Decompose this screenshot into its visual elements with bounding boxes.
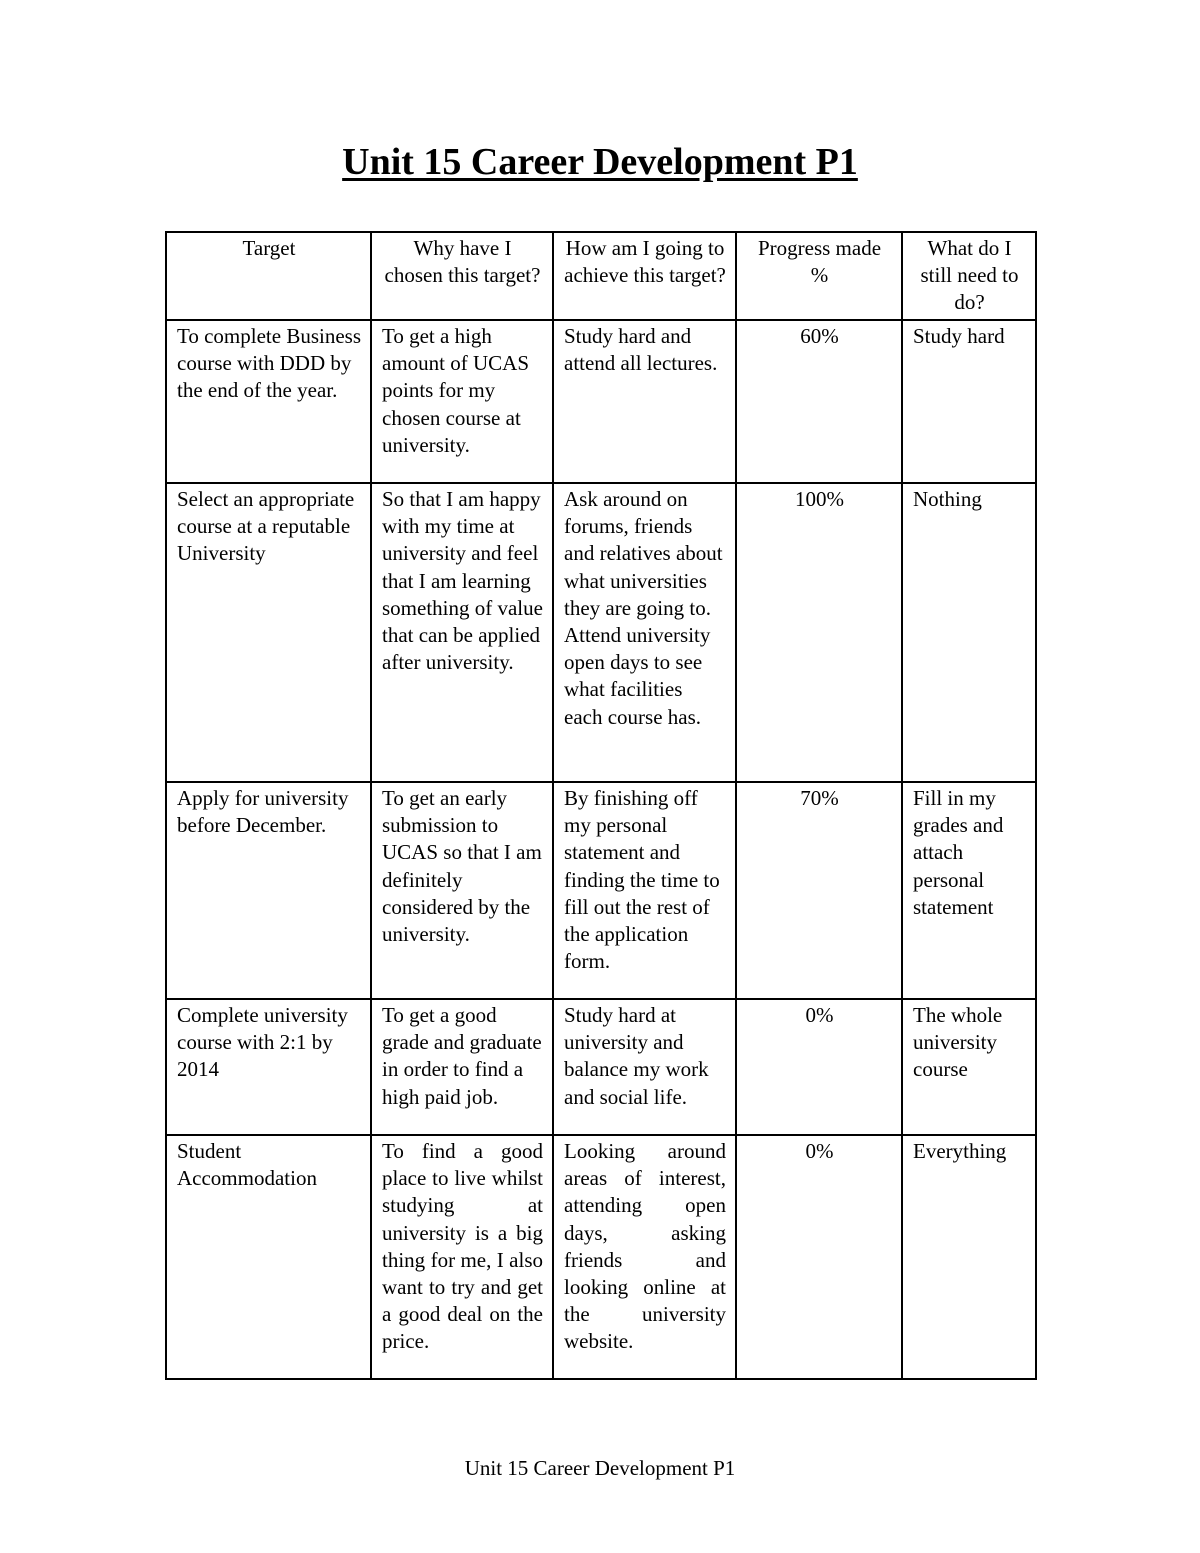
cell-todo: Study hard xyxy=(902,320,1036,483)
table-row xyxy=(166,483,1036,782)
cell-todo: The whole university course xyxy=(902,999,1036,1135)
cell-todo: Everything xyxy=(902,1135,1036,1379)
table-row xyxy=(166,1135,1036,1379)
page-title: Unit 15 Career Development P1 xyxy=(342,141,858,183)
cell-why: To get an early submission to UCAS so that I am definitely considered by the university. xyxy=(371,782,553,999)
table-header-row xyxy=(166,232,1036,320)
cell-target: Complete university course with 2:1 by 2014 xyxy=(166,999,371,1135)
cell-todo: Fill in my grades and attach personal statement xyxy=(902,782,1036,999)
cell-how: Study hard at university and balance my work and social life. xyxy=(553,999,736,1135)
cell-why: To get a good grade and graduate in order to find a high paid job. xyxy=(371,999,553,1135)
page-footer: Unit 15 Career Development P1 xyxy=(464,1456,736,1480)
header-how: How am I going to achieve this target? xyxy=(553,232,736,320)
header-progress: Progress made % xyxy=(736,232,902,320)
table-row xyxy=(166,999,1036,1135)
cell-how: Looking around areas of interest, attending open days, asking friends and looking online at the university website. xyxy=(553,1135,736,1379)
table-row xyxy=(166,320,1036,483)
header-todo: What do I still need to do? xyxy=(902,232,1036,320)
table-row xyxy=(166,782,1036,999)
cell-target: Apply for university before December. xyxy=(166,782,371,999)
cell-how: Ask around on forums, friends and relatives about what universities they are going to. Attend university open days to see what facilities each course has. xyxy=(553,483,736,782)
cell-target: Select an appropriate course at a reputable University xyxy=(166,483,371,782)
cell-why: So that I am happy with my time at university and feel that I am learning something of value that can be applied after university. xyxy=(371,483,553,782)
header-target: Target xyxy=(166,232,371,320)
cell-how: Study hard and attend all lectures. xyxy=(553,320,736,483)
cell-progress: 70% xyxy=(736,782,902,999)
cell-progress: 60% xyxy=(736,320,902,483)
cell-why: To get a high amount of UCAS points for my chosen course at university. xyxy=(371,320,553,483)
cell-progress: 0% xyxy=(736,1135,902,1379)
cell-progress: 100% xyxy=(736,483,902,782)
cell-todo: Nothing xyxy=(902,483,1036,782)
cell-progress: 0% xyxy=(736,999,902,1135)
cell-how: By finishing off my personal statement and finding the time to fill out the rest of the application form. xyxy=(553,782,736,999)
cell-why: To find a good place to live whilst studying at university is a big thing for me, I also want to try and get a good deal on the price. xyxy=(371,1135,553,1379)
cell-target: To complete Business course with DDD by the end of the year. xyxy=(166,320,371,483)
cell-target: Student Accommodation xyxy=(166,1135,371,1379)
career-plan-table xyxy=(165,231,1037,1380)
header-why: Why have I chosen this target? xyxy=(371,232,553,320)
